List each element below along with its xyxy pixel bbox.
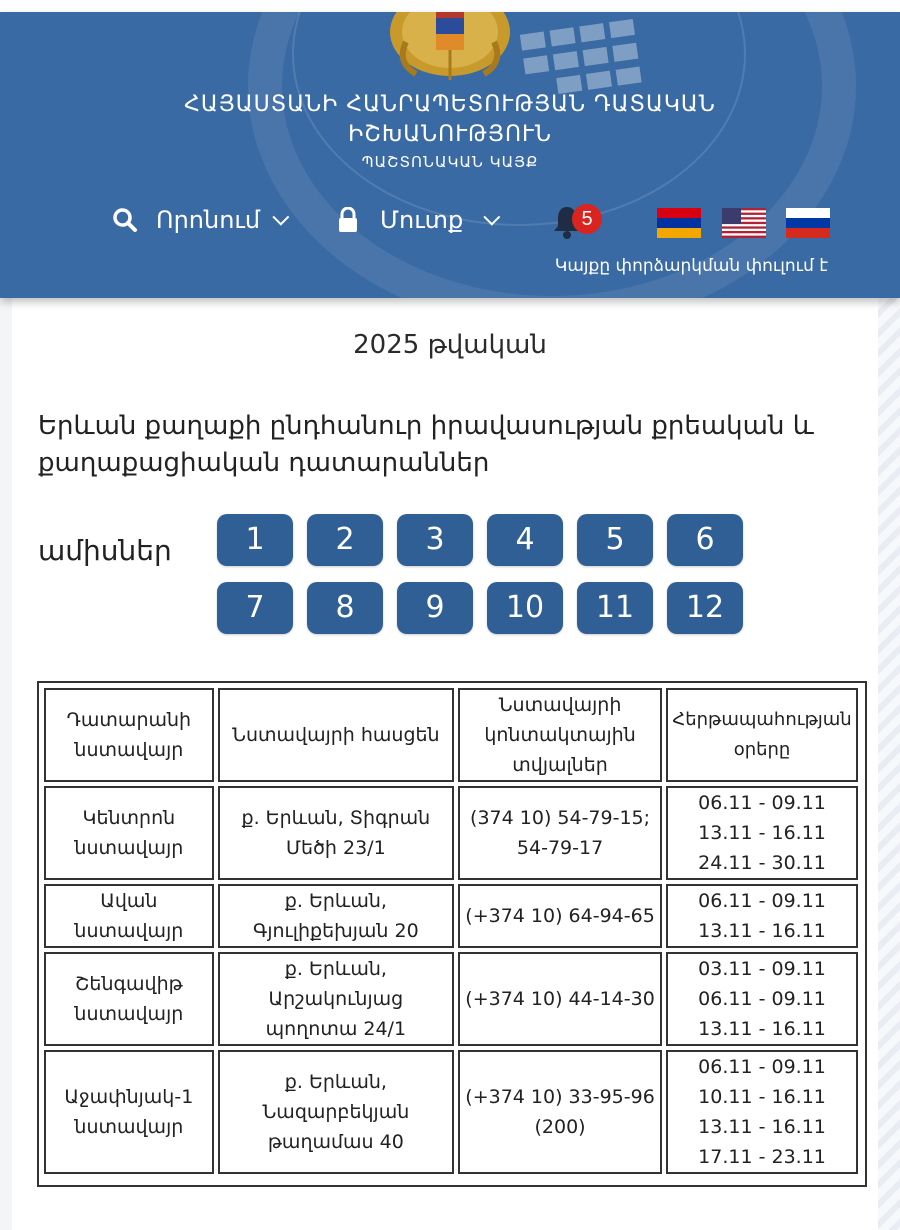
site-title <box>0 90 900 174</box>
cell-days <box>666 1050 858 1174</box>
month-button-4[interactable]: 4 <box>487 514 563 566</box>
table-row <box>44 884 858 948</box>
cell-contact: (374 10) 54-79-15; 54-79-17 <box>458 786 662 880</box>
cell-address: ք. Երևան, Նազարբեկյան թաղամաս 40 <box>218 1050 454 1174</box>
notifications-button[interactable] <box>552 202 598 242</box>
column-header: Դատարանի նստավայր <box>44 688 214 782</box>
courts-heading: Երևան քաղաքի ընդհանուր իրավասության քրեական և քաղաքացիական դատարաններ <box>38 411 814 478</box>
search-menu-label: Որոնում <box>156 206 261 234</box>
cell-location: Կենտրոն նստավայր <box>44 786 214 880</box>
coat-of-arms-icon <box>386 12 514 84</box>
month-button-5[interactable]: 5 <box>577 514 653 566</box>
duty-period: 06.11 - 09.11 <box>698 988 826 1010</box>
cell-days <box>666 786 858 880</box>
chevron-down-icon <box>484 209 501 226</box>
cell-location: Ավան նստավայր <box>44 884 214 948</box>
year-heading: 2025 թվական <box>353 330 547 360</box>
duty-period: 06.11 - 09.11 <box>698 1056 826 1078</box>
site-title-line1: ՀԱՅԱՍՏԱՆԻ ՀԱՆՐԱՊԵՏՈՒԹՅԱՆ ԴԱՏԱԿԱՆ <box>184 92 716 117</box>
site-subtitle: ՊԱՇՏՈՆԱԿԱՆ ԿԱՅՔ <box>361 153 539 171</box>
column-header: Հերթապահության օրերը <box>666 688 858 782</box>
cell-days <box>666 884 858 948</box>
cell-days <box>666 952 858 1046</box>
side-pattern <box>878 290 900 1230</box>
month-button-9[interactable]: 9 <box>397 582 473 634</box>
cell-contact: (+374 10) 33-95-96 (200) <box>458 1050 662 1174</box>
duty-period: 17.11 - 23.11 <box>698 1146 826 1168</box>
duty-period: 13.11 - 16.11 <box>698 1018 826 1040</box>
month-button-2[interactable]: 2 <box>307 514 383 566</box>
lock-icon <box>338 207 358 233</box>
cell-address: ք. Երևան, Արշակունյաց պողոտա 24/1 <box>218 952 454 1046</box>
russian-flag-icon[interactable] <box>786 208 830 238</box>
duty-period: 10.11 - 16.11 <box>698 1086 826 1108</box>
duty-period: 24.11 - 30.11 <box>698 852 826 874</box>
notifications-badge: 5 <box>572 204 602 234</box>
month-button-8[interactable]: 8 <box>307 582 383 634</box>
months-label: ամիսներ <box>38 534 172 567</box>
cell-address: ք. Երևան, Գյուլիքեխյան 20 <box>218 884 454 948</box>
cell-contact: (+374 10) 44-14-30 <box>458 952 662 1046</box>
table-row <box>44 952 858 1046</box>
login-menu-label: Մուտք <box>380 206 464 234</box>
duty-period: 13.11 - 16.11 <box>698 822 826 844</box>
month-button-7[interactable]: 7 <box>217 582 293 634</box>
site-title-line2: ԻՇԽԱՆՈՒԹՅՈՒՆ <box>348 122 552 147</box>
cell-location: Շենգավիթ նստավայր <box>44 952 214 1046</box>
duty-period: 13.11 - 16.11 <box>698 1116 826 1138</box>
login-menu[interactable] <box>338 206 495 234</box>
table-row <box>44 1050 858 1174</box>
duty-period: 13.11 - 16.11 <box>698 920 826 942</box>
month-button-11[interactable]: 11 <box>577 582 653 634</box>
month-button-1[interactable]: 1 <box>217 514 293 566</box>
top-strip <box>0 0 900 12</box>
month-button-12[interactable]: 12 <box>667 582 743 634</box>
month-button-3[interactable]: 3 <box>397 514 473 566</box>
duty-period: 06.11 - 09.11 <box>698 890 826 912</box>
us-flag-icon[interactable] <box>722 208 766 238</box>
duty-period: 03.11 - 09.11 <box>698 958 826 980</box>
site-header <box>0 12 900 298</box>
armenian-flag-icon[interactable] <box>657 208 701 238</box>
table-row <box>44 786 858 880</box>
column-header: Նստավայրի հասցեն <box>218 688 454 782</box>
cell-location: Աջափնյակ-1 նստավայր <box>44 1050 214 1174</box>
header-nav <box>0 198 900 248</box>
month-button-10[interactable]: 10 <box>487 582 563 634</box>
cell-contact: (+374 10) 64-94-65 <box>458 884 662 948</box>
table-header-row <box>44 688 858 782</box>
cell-address: ք. Երևան, Տիգրան Մեծի 23/1 <box>218 786 454 880</box>
search-menu[interactable] <box>112 206 284 234</box>
duty-schedule-table-wrapper <box>37 681 867 1187</box>
beta-notice: Կայքը փորձարկման փուլում է <box>554 256 828 276</box>
duty-schedule-table <box>40 684 862 1178</box>
column-header: Նստավայրի կոնտակտային տվյալներ <box>458 688 662 782</box>
duty-period: 06.11 - 09.11 <box>698 792 826 814</box>
search-icon <box>112 207 138 233</box>
month-button-6[interactable]: 6 <box>667 514 743 566</box>
chevron-down-icon <box>272 209 289 226</box>
